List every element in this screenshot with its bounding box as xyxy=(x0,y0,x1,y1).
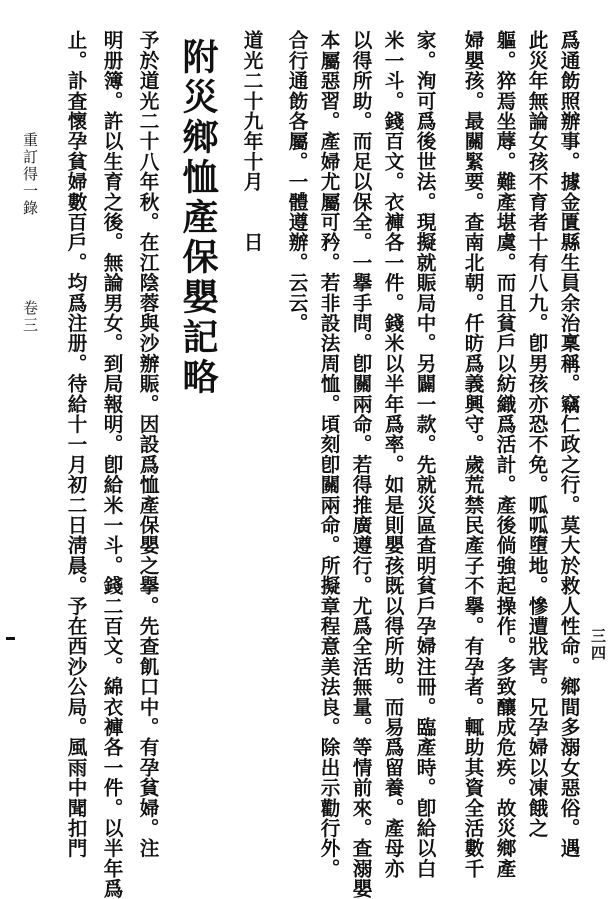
text-column-5: 家。洵可爲後世法。現擬就賑局中。另闢一款。先就災區查明貧戶孕婦注冊。臨產時。卽給以白 xyxy=(413,30,436,879)
page-number: 三四 xyxy=(589,628,607,662)
volume-margin: 卷三 xyxy=(21,300,39,334)
text-column-3: 軀。猝焉坐蓐。難產堪虞。而且貧戶以紡織爲活計。產後倘強起操作。多致釀成危疾。故災鄉產 xyxy=(493,30,516,879)
text-column-2: 此災年無論女孩不育者十有八九。卽男孩亦恐不免。呱呱墮地。慘遭戕害。兄孕婦以凍餓之 xyxy=(525,30,548,838)
text-column-11: 予於道光二十八年秋。在江陰蓉與沙辦賑。因設爲恤產保嬰之擧。先查飢口中。有孕貧婦。注 xyxy=(136,30,159,859)
book-title-margin: 重訂得一錄 xyxy=(21,132,39,217)
date-column: 道光二十九年十月 日 xyxy=(240,30,263,253)
text-column-9: 合行通飭各屬。一體遵辦。云云。 xyxy=(285,30,308,333)
text-column-1: 爲通飭照辦事。據金匱縣生員余治稟稱。竊仁政之行。莫大於救人性命。鄉間多溺女惡俗。遇 xyxy=(557,30,580,859)
text-column-8: 本屬惡習。產婦尤屬可矜。若非設法周恤。頃刻卽關兩命。所擬章程意美法良。除出示勸行外。 xyxy=(317,30,340,879)
section-title: 附災鄉恤產保嬰記略 xyxy=(177,38,219,398)
margin-tick-mark xyxy=(6,637,15,640)
text-column-13: 止。訃査懷孕貧婦數百戶。均爲注册。待給十一月初二日淸晨。予在西沙公局。風雨中聞扣門 xyxy=(64,30,87,859)
text-column-4: 婦嬰孩。最關緊要。查南北朝。仟昉爲義興守。歲荒禁民產子不擧。有孕者。輒助其資全活數千 xyxy=(461,30,484,879)
text-column-7: 以得所助。而足以保全。一擧手問。卽關兩命。若得推廣遵行。尤爲全活無量。等情前來。查溺嬰 xyxy=(349,30,372,899)
text-column-12: 明册簿。許以生育之後。無論男女。到局報明。卽給米一斗。錢二百文。綿衣褲各一件。以半年爲 xyxy=(100,30,123,899)
text-column-6: 米一斗。錢百文。衣褲各一件。錢米以半年爲率。如是則嬰孩既以得所助。而易爲留養。產母亦 xyxy=(381,30,404,879)
